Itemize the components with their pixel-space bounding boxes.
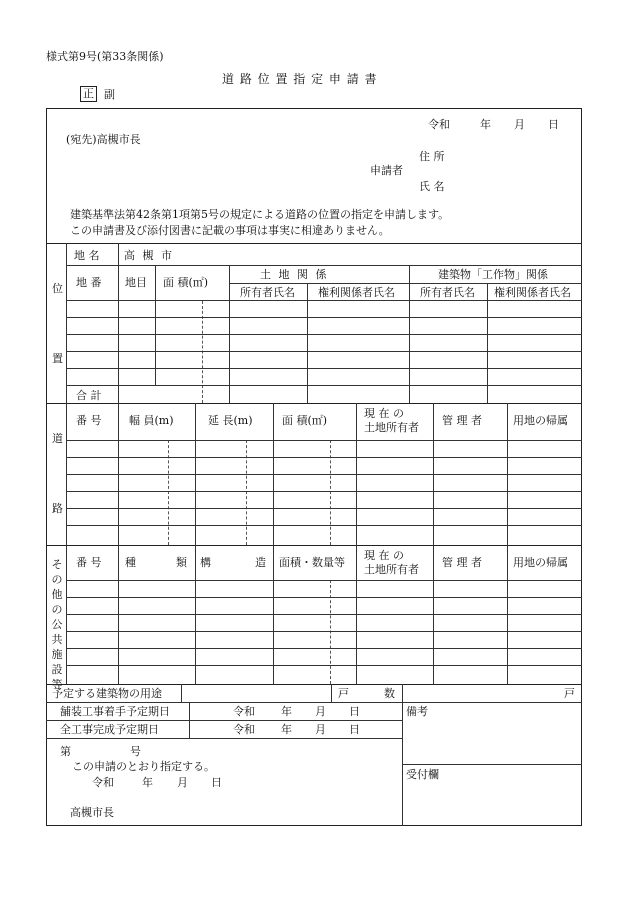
grid-line <box>46 720 402 721</box>
grid-line <box>46 738 402 739</box>
copy-fuku-label: 副 <box>104 88 115 101</box>
grid-line <box>66 597 582 598</box>
statement-line-2: この申請書及び添付図書に記載の事項は事実に相違ありません。 <box>70 224 390 237</box>
facility-col-kind-b: 類 <box>176 556 187 569</box>
designation-gou: 号 <box>130 745 141 758</box>
road-side-2: 路 <box>52 502 63 515</box>
pave-month: 月 <box>315 705 326 718</box>
section-divider <box>46 243 582 244</box>
col-right-building: 権利関係者氏名 <box>494 286 571 299</box>
designation-year: 年 <box>142 776 153 789</box>
grid-line <box>66 265 582 266</box>
total-label: 合 計 <box>76 389 102 402</box>
households-label: 戸 <box>338 687 349 700</box>
grid-line <box>330 440 331 545</box>
facility-col-structure-a: 構 <box>200 556 211 569</box>
copy-sei-box <box>80 86 97 102</box>
designation-dai: 第 <box>60 745 71 758</box>
facility-side-label: その他の公共施設等 <box>51 558 63 691</box>
form-title: 道 路 位 置 指 定 申 請 書 <box>222 72 378 86</box>
complete-year: 年 <box>281 723 292 736</box>
grid-line <box>402 764 582 765</box>
complete-day: 日 <box>349 723 360 736</box>
col-owner-land: 所有者氏名 <box>240 286 295 299</box>
grid-line <box>66 440 582 441</box>
grid-line <box>66 525 582 526</box>
chimei-label: 地 名 <box>74 249 100 262</box>
date-day: 日 <box>548 118 559 131</box>
facility-col-kind-a: 種 <box>125 556 136 569</box>
grid-line <box>155 265 156 385</box>
pave-day: 日 <box>349 705 360 718</box>
complete-month: 月 <box>315 723 326 736</box>
facility-col-belong: 用地の帰属 <box>513 556 568 569</box>
col-chimoku: 地目 <box>125 276 147 289</box>
grid-line <box>66 385 582 386</box>
grid-line <box>402 684 403 826</box>
grid-line <box>181 684 182 702</box>
grid-line <box>118 243 119 403</box>
section-divider <box>46 403 582 404</box>
facility-col-no: 番 号 <box>76 556 102 569</box>
name-label: 氏 名 <box>419 180 445 193</box>
road-col-length: 延 長(m) <box>208 414 253 427</box>
use-label: 予定する建築物の用途 <box>52 687 162 700</box>
households-unit: 戸 <box>564 687 575 700</box>
facility-col-owner-b: 土地所有者 <box>364 563 419 576</box>
grid-line <box>66 614 582 615</box>
col-chiban: 地 番 <box>76 276 102 289</box>
col-building-relation: 建築物「工作物」関係 <box>438 268 548 281</box>
pave-era: 令和 <box>233 705 255 718</box>
grid-line <box>66 580 582 581</box>
grid-line <box>330 580 331 684</box>
complete-label: 全工事完成予定期日 <box>60 723 159 736</box>
grid-line <box>331 684 332 702</box>
position-side-1: 位 <box>52 282 63 295</box>
position-side-2: 置 <box>52 352 63 365</box>
remarks-label: 備考 <box>406 705 428 718</box>
designation-month: 月 <box>177 776 188 789</box>
road-col-no: 番 号 <box>76 414 102 427</box>
date-era: 令和 <box>428 118 450 131</box>
col-owner-building: 所有者氏名 <box>420 286 475 299</box>
road-col-belong: 用地の帰属 <box>513 414 568 427</box>
col-right-land: 権利関係者氏名 <box>318 286 395 299</box>
applicant-label: 申請者 <box>370 164 403 177</box>
facility-col-area: 面積・数量等 <box>279 556 345 569</box>
facility-col-manager: 管 理 者 <box>442 556 482 569</box>
grid-line <box>66 508 582 509</box>
road-side-1: 道 <box>52 432 63 445</box>
date-year: 年 <box>480 118 491 131</box>
grid-line <box>66 491 582 492</box>
road-col-width: 幅 員(m) <box>129 414 174 427</box>
grid-line <box>46 702 582 703</box>
grid-line <box>66 631 582 632</box>
col-land-relation: 土 地 関 係 <box>260 268 329 281</box>
pave-year: 年 <box>281 705 292 718</box>
section-divider <box>46 545 582 546</box>
grid-line <box>66 368 582 369</box>
date-month: 月 <box>514 118 525 131</box>
facility-col-structure-b: 造 <box>255 556 266 569</box>
grid-line <box>168 440 169 545</box>
statement-line-1: 建築基準法第42条第1項第5号の規定による道路の位置の指定を申請します。 <box>70 208 450 221</box>
form-number: 様式第9号(第33条関係) <box>46 50 164 63</box>
col-menseki: 面 積(㎡) <box>163 276 209 289</box>
addressee: (宛先)高槻市長 <box>66 133 141 146</box>
designation-era: 令和 <box>92 776 114 789</box>
facility-col-owner-a: 現 在 の <box>364 549 404 562</box>
copy-sei-label: 正 <box>83 87 94 100</box>
chimei-value: 高 槻 市 <box>124 249 174 262</box>
grid-line <box>66 351 582 352</box>
grid-line <box>66 300 582 301</box>
designation-mayor: 高槻市長 <box>70 806 114 819</box>
grid-line <box>66 665 582 666</box>
address-label: 住 所 <box>419 150 445 163</box>
grid-line <box>66 317 582 318</box>
grid-line <box>66 648 582 649</box>
reception-label: 受付欄 <box>406 768 439 781</box>
grid-line <box>66 243 67 403</box>
grid-line <box>229 283 582 284</box>
road-col-area: 面 積(㎡) <box>282 414 328 427</box>
grid-line <box>66 457 582 458</box>
grid-line <box>66 474 582 475</box>
grid-line <box>246 440 247 545</box>
road-col-owner-a: 現 在 の <box>364 407 404 420</box>
designation-day: 日 <box>211 776 222 789</box>
road-col-manager: 管 理 者 <box>442 414 482 427</box>
pave-start-label: 舗装工事着手予定期日 <box>60 705 170 718</box>
households-label-b: 数 <box>384 687 395 700</box>
road-col-owner-b: 土地所有者 <box>364 421 419 434</box>
complete-era: 令和 <box>233 723 255 736</box>
section-divider <box>46 684 582 685</box>
grid-line <box>66 334 582 335</box>
designation-statement: この申請のとおり指定する。 <box>72 760 215 773</box>
